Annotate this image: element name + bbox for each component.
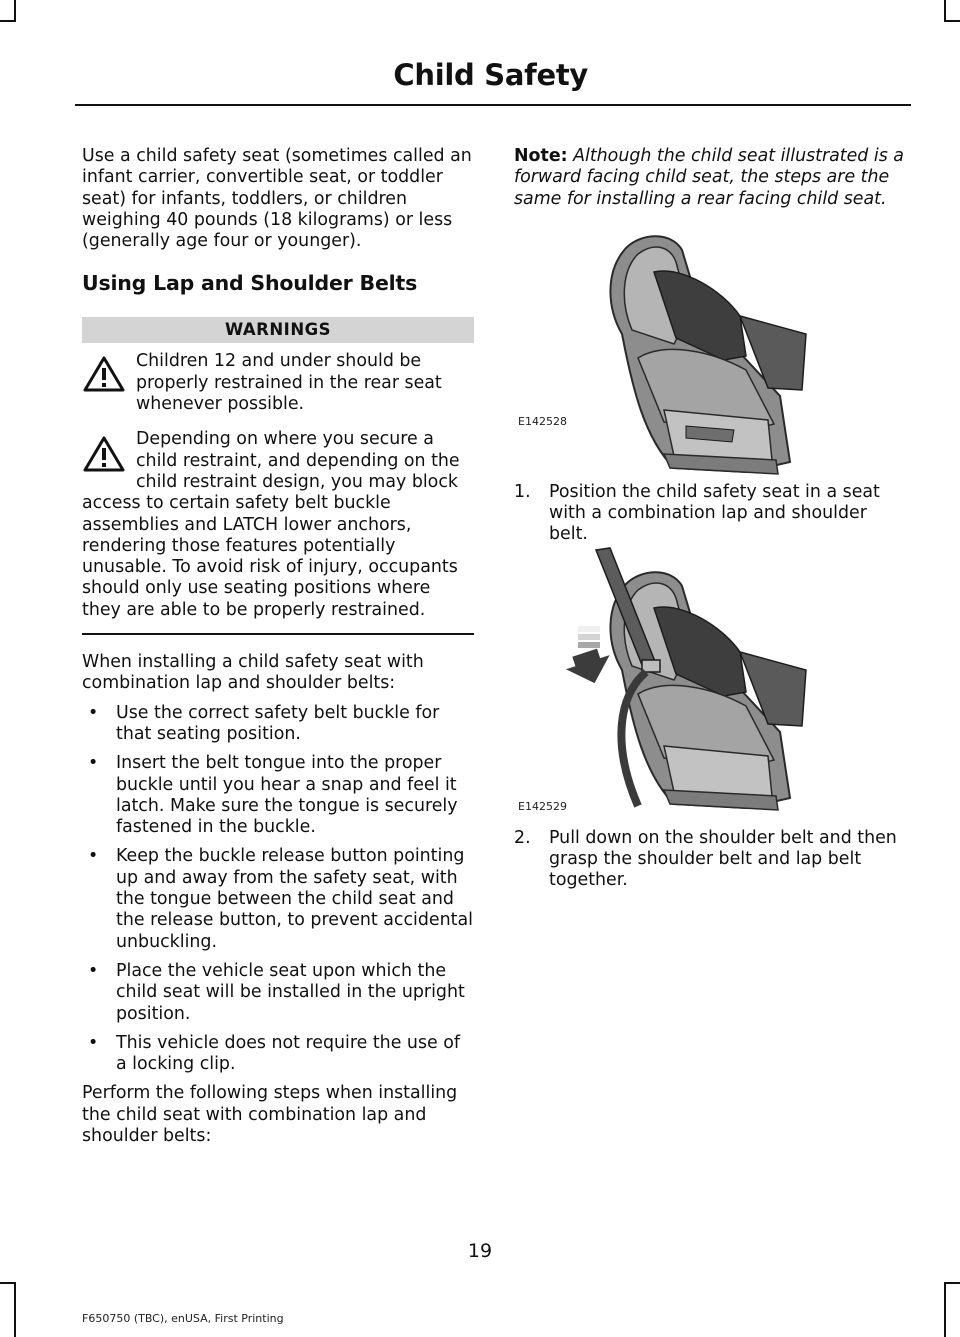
figure-shoulder-belt bbox=[514, 546, 906, 818]
step-list bbox=[514, 482, 906, 546]
step-item bbox=[514, 828, 906, 892]
page-number: 19 bbox=[467, 1240, 493, 1262]
warning-text: Children 12 and under should be properly restrained in the rear seat whenever possible. bbox=[136, 351, 442, 415]
lead-paragraph: When installing a child safety seat with combination lap and shoulder belts: bbox=[82, 652, 424, 694]
figure-code: E142529 bbox=[518, 799, 567, 813]
crop-mark bbox=[944, 20, 960, 22]
section-heading: Using Lap and Shoulder Belts bbox=[82, 271, 418, 296]
step-item bbox=[514, 482, 906, 546]
footer-print-info: F650750 (TBC), enUSA, First Printing bbox=[82, 1312, 284, 1325]
right-column bbox=[514, 146, 906, 892]
crop-mark bbox=[0, 20, 16, 22]
step-number: 1. bbox=[514, 481, 531, 502]
list-item: • Insert the belt tongue into the proper buckle until you hear a snap and feel it latch. Make sure the tongue is securely fastened in the buckle. bbox=[82, 753, 474, 838]
steps-intro-paragraph: Perform the following steps when installing the child seat with combination lap and shoulder belts: bbox=[82, 1083, 458, 1146]
crop-mark bbox=[14, 1282, 16, 1337]
page-title: Child Safety bbox=[393, 58, 588, 92]
warning-item bbox=[82, 429, 474, 621]
list-item: • Place the vehicle seat upon which the child seat will be installed in the upright position. bbox=[82, 961, 474, 1025]
shoulder-belt-illustration bbox=[514, 546, 906, 818]
bullet-list bbox=[82, 703, 474, 1076]
step-number: 2. bbox=[514, 827, 531, 848]
crop-mark bbox=[14, 0, 16, 20]
crop-mark bbox=[0, 1282, 16, 1284]
warning-item bbox=[82, 351, 474, 415]
intro-paragraph: Use a child safety seat (sometimes called an infant carrier, convertible seat, or toddler seat) for infants, toddlers, or children weighing 40 pounds (18 kilograms) or less (generally age four or younger). bbox=[82, 146, 472, 252]
crop-mark bbox=[944, 1282, 946, 1337]
crop-mark bbox=[944, 1282, 960, 1284]
warning-triangle-icon bbox=[82, 355, 126, 393]
header-rule bbox=[75, 104, 911, 106]
step-list bbox=[514, 828, 906, 892]
list-item: • Keep the buckle release button pointing up and away from the safety seat, with the tongue between the child seat and the release button, to prevent accidental unbuckling. bbox=[82, 846, 474, 952]
crop-mark bbox=[944, 0, 946, 20]
list-item: • This vehicle does not require the use of a locking clip. bbox=[82, 1033, 474, 1076]
note-label: Note: bbox=[514, 146, 568, 166]
note-paragraph bbox=[514, 146, 906, 210]
left-column bbox=[82, 146, 474, 1147]
figure-child-seat bbox=[514, 210, 906, 482]
step-text: Position the child safety seat in a seat with a combination lap and shoulder belt. bbox=[549, 481, 880, 545]
warning-text: Depending on where you secure a child restraint, and depending on the child restraint design, you may block bbox=[136, 429, 460, 492]
warning-triangle-icon bbox=[82, 435, 126, 473]
note-text: Although the child seat illustrated is a forward facing child seat, the steps are the same for installing a rear facing child seat. bbox=[514, 146, 904, 209]
figure-code: E142528 bbox=[518, 414, 567, 428]
list-item: • Use the correct safety belt buckle for that seating position. bbox=[82, 703, 474, 746]
warnings-divider bbox=[82, 621, 474, 635]
warnings-header: WARNINGS bbox=[82, 317, 474, 343]
child-seat-illustration bbox=[514, 210, 906, 482]
warning-text-continued: access to certain safety belt buckle assemblies and LATCH lower anchors, rendering those features potentially unusable. To avoid risk of injury, occupants should only use seating positions where they are able to be properly restrained. bbox=[82, 493, 458, 620]
step-text: Pull down on the shoulder belt and then grasp the shoulder belt and lap belt together. bbox=[549, 827, 897, 891]
